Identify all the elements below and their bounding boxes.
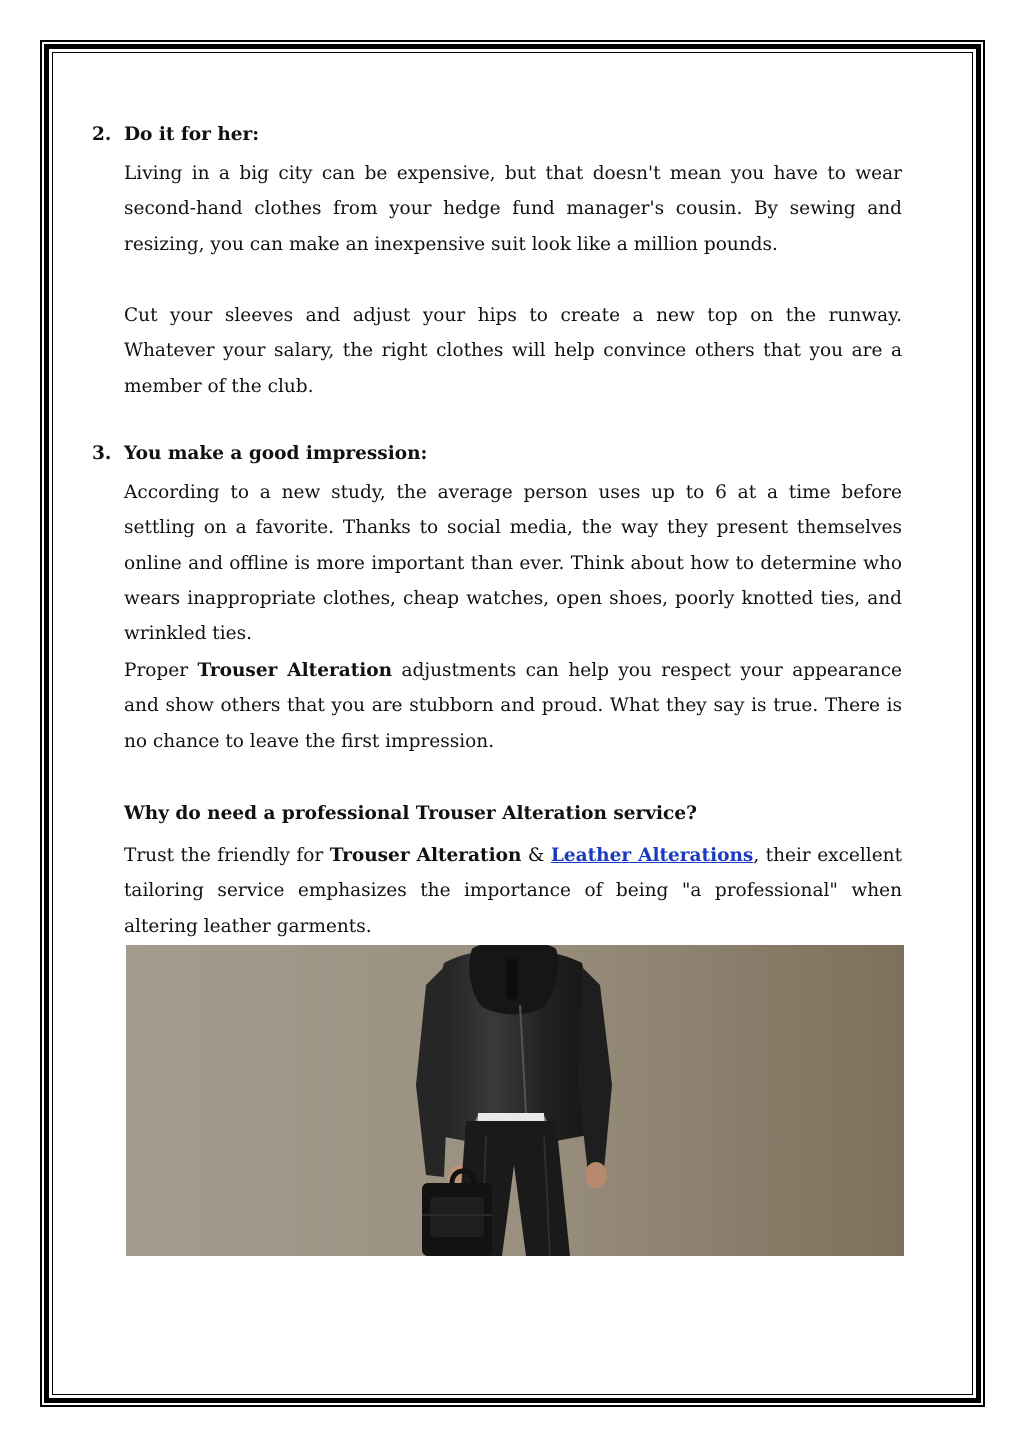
section-3-p2-text-start: Proper bbox=[124, 660, 198, 681]
section-3-title: You make a good impression: bbox=[124, 443, 428, 464]
why-text-start: Trust the friendly for bbox=[124, 845, 330, 866]
section-2-heading bbox=[92, 124, 260, 146]
section-2-number: 2. bbox=[92, 124, 112, 145]
section-2-paragraph-1: Living in a big city can be expensive, but that doesn't mean you have to wear second-hand clothes from your hedge fund manager's cousin. By sewing and resizing, you can make an inexpensive suit look like a million pounds. bbox=[124, 163, 902, 255]
trouser-alteration-keyword-2: Trouser Alteration bbox=[329, 845, 522, 866]
why-paragraph bbox=[124, 838, 902, 944]
leather-jacket-photo bbox=[126, 945, 904, 1256]
section-3-number: 3. bbox=[92, 443, 112, 464]
why-text-end: , their excellent tailoring service emphasizes the importance of being "a professional" when altering leather garments. bbox=[124, 845, 903, 937]
trouser-alteration-keyword: Trouser Alteration bbox=[197, 660, 393, 681]
section-3-heading bbox=[92, 443, 428, 465]
section-2-title: Do it for her: bbox=[124, 124, 260, 145]
why-heading: Why do need a professional Trouser Alteration service? bbox=[124, 803, 697, 824]
leather-alterations-link[interactable]: Leather Alterations bbox=[550, 845, 754, 866]
section-2-paragraph-2: Cut your sleeves and adjust your hips to create a new top on the runway. Whatever your salary, the right clothes will help convince others that you are a member of the club. bbox=[124, 305, 902, 397]
ampersand: & bbox=[521, 845, 551, 866]
section-3-p2-text-end: adjustments can help you respect your appearance and show others that you are stubborn and proud. What they say is true. There is no chance to leave the first impression. bbox=[124, 660, 903, 752]
section-3-paragraph-2 bbox=[124, 653, 902, 759]
section-3-paragraph-1: According to a new study, the average person uses up to 6 at a time before settling on a favorite. Thanks to social media, the way they present themselves online and offline is more important than ever. Think about how to determine who wears inappropriate clothes, cheap watches, open shoes, poorly knotted ties, and wrinkled ties. bbox=[124, 482, 902, 645]
